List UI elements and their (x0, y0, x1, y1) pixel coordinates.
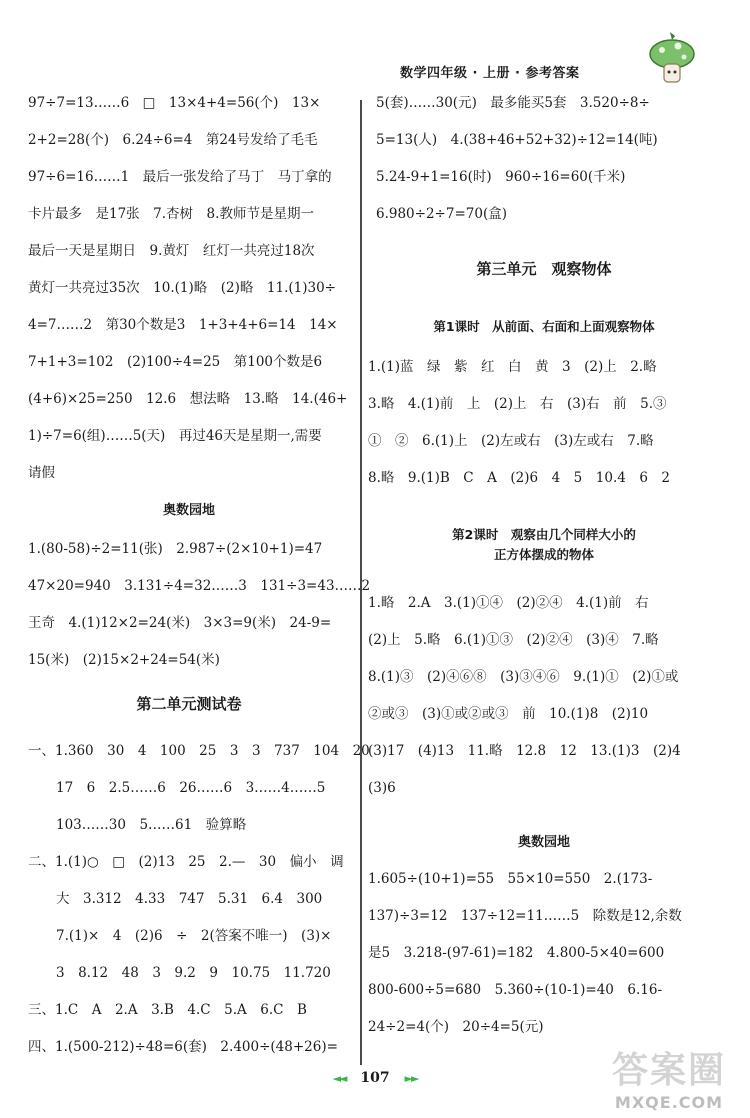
lesson-2-title: 第2课时 观察由几个同样大小的 (452, 527, 636, 542)
answer-line: 6.980÷2÷7=70(盒) (376, 206, 507, 222)
watermark-logo-text: 答案圈 (611, 1050, 726, 1091)
answer-line: 3.略 4.(1)前 上 (2)上 右 (3)右 前 5.③ (368, 396, 667, 412)
page-number: 107 (360, 1070, 390, 1086)
answer-line: 97÷6=16……1 最后一张发给了马丁 马丁拿的 (28, 169, 332, 185)
answer-line: 1)÷7=6(组)……5(天) 再过46天是星期一,需要 (28, 428, 322, 444)
answer-line: 卡片最多 是17张 7.杏树 8.教师节是星期一 (28, 206, 314, 222)
answer-line: 5.24-9+1=16(时) 960÷16=60(千米) (376, 169, 626, 185)
answer-line: 137)÷3=12 137÷12=11……5 除数是12,余数 (368, 908, 682, 924)
answer-line: 二、1.(1)○ □ (2)13 25 2.— 30 偏小 调 (28, 854, 344, 870)
answer-line: 15(米) (2)15×2+24=54(米) (28, 652, 220, 668)
answer-line: 7+1+3=102 (2)100÷4=25 第100个数是6 (28, 354, 323, 370)
section-title-olympiad-right: 奥数园地 (517, 835, 570, 850)
answer-line: 800-600÷5=680 5.360÷(10-1)=40 6.16- (368, 982, 663, 998)
answer-line: 97÷7=13……6 □ 13×4+4=56(个) 13× (28, 95, 321, 111)
answer-line: 8.(1)③ (2)④⑥⑧ (3)③④⑥ 9.(1)① (2)①或 (368, 669, 679, 685)
page-header-title: 数学四年级 · 上册 · 参考答案 (400, 66, 580, 81)
answer-line: (3)6 (368, 780, 396, 796)
lesson-2-title-continued: 正方体摆成的物体 (493, 547, 594, 562)
answer-line: ① ② 6.(1)上 (2)左或右 (3)左或右 7.略 (368, 433, 654, 449)
answer-line: 47×20=940 3.131÷4=32……3 131÷3=43……2 (28, 578, 371, 594)
watermark-logo (594, 1042, 744, 1112)
answer-line: 5=13(人) 4.(38+46+52+32)÷12=14(吨) (376, 132, 658, 148)
next-page-arrow-icon: ►► (404, 1072, 418, 1085)
answer-line: 1.605÷(10+1)=55 55×10=550 2.(173- (368, 871, 653, 887)
answer-line: 5(套)……30(元) 最多能买5套 3.520÷8÷ (376, 95, 650, 111)
lesson-1-title: 第1课时 从前面、右面和上面观察物体 (433, 319, 655, 334)
answer-line: 7.(1)× 4 (2)6 ÷ 2(答案不唯一) (3)× (56, 928, 332, 944)
mushroom-mascot-icon (648, 30, 696, 88)
answer-line: 8.略 9.(1)B C A (2)6 4 5 10.4 6 2 (368, 470, 671, 486)
answer-line: 17 6 2.5……6 26……6 3……4……5 (56, 780, 326, 796)
answer-line: 王奇 4.(1)12×2=24(米) 3×3=9(米) 24-9= (28, 615, 332, 631)
answer-line: 大 3.312 4.33 747 5.31 6.4 300 (56, 891, 323, 907)
answer-line: 4=7……2 第30个数是3 1+3+4+6=14 14× (28, 317, 338, 333)
answer-line: 最后一天是星期日 9.黄灯 红灯一共亮过18次 (28, 243, 315, 259)
watermark-url: MXQE.COM (614, 1093, 724, 1112)
answer-line: 1.略 2.A 3.(1)①④ (2)②④ 4.(1)前 右 (368, 595, 649, 611)
answer-line: 103……30 5……61 验算略 (56, 817, 247, 833)
answer-line: 黄灯一共亮过35次 10.(1)略 (2)略 11.(1)30÷ (28, 280, 336, 296)
answer-line: 是5 3.218-(97-61)=182 4.800-5×40=600 (368, 945, 665, 961)
answer-line: 一、1.360 30 4 100 25 3 3 737 104 20 (28, 743, 370, 759)
answer-line: 请假 (28, 465, 55, 481)
answer-line: 1.(1)蓝 绿 紫 红 白 黄 3 (2)上 2.略 (368, 359, 657, 375)
answer-line: 三、1.C A 2.A 3.B 4.C 5.A 6.C B (28, 1002, 307, 1018)
answer-line: 24÷2=4(个) 20÷4=5(元) (368, 1019, 544, 1035)
section-title-olympiad: 奥数园地 (162, 503, 215, 518)
answer-line: (4+6)×25=250 12.6 想法略 13.略 14.(46+ (28, 391, 348, 407)
answer-line: 四、1.(500-212)÷48=6(套) 2.400÷(48+26)= (28, 1039, 338, 1055)
answer-line: ②或③ (3)①或②或③ 前 10.(1)8 (2)10 (368, 706, 649, 722)
answer-line: (2)上 5.略 6.(1)①③ (2)②④ (3)④ 7.略 (368, 632, 659, 648)
answer-line: 3 8.12 48 3 9.2 9 10.75 11.720 (56, 965, 331, 981)
unit-title-observing-objects: 第三单元 观察物体 (476, 260, 612, 278)
section-title-unit2-test: 第二单元测试卷 (136, 695, 242, 713)
previous-page-arrow-icon: ◄◄ (332, 1072, 346, 1085)
answer-line: (3)17 (4)13 11.略 12.8 12 13.(1)3 (2)4 (368, 743, 681, 759)
answer-line: 2+2=28(个) 6.24÷6=4 第24号发给了毛毛 (28, 132, 318, 148)
answer-line: 1.(80-58)÷2=11(张) 2.987÷(2×10+1)=47 (28, 541, 323, 557)
